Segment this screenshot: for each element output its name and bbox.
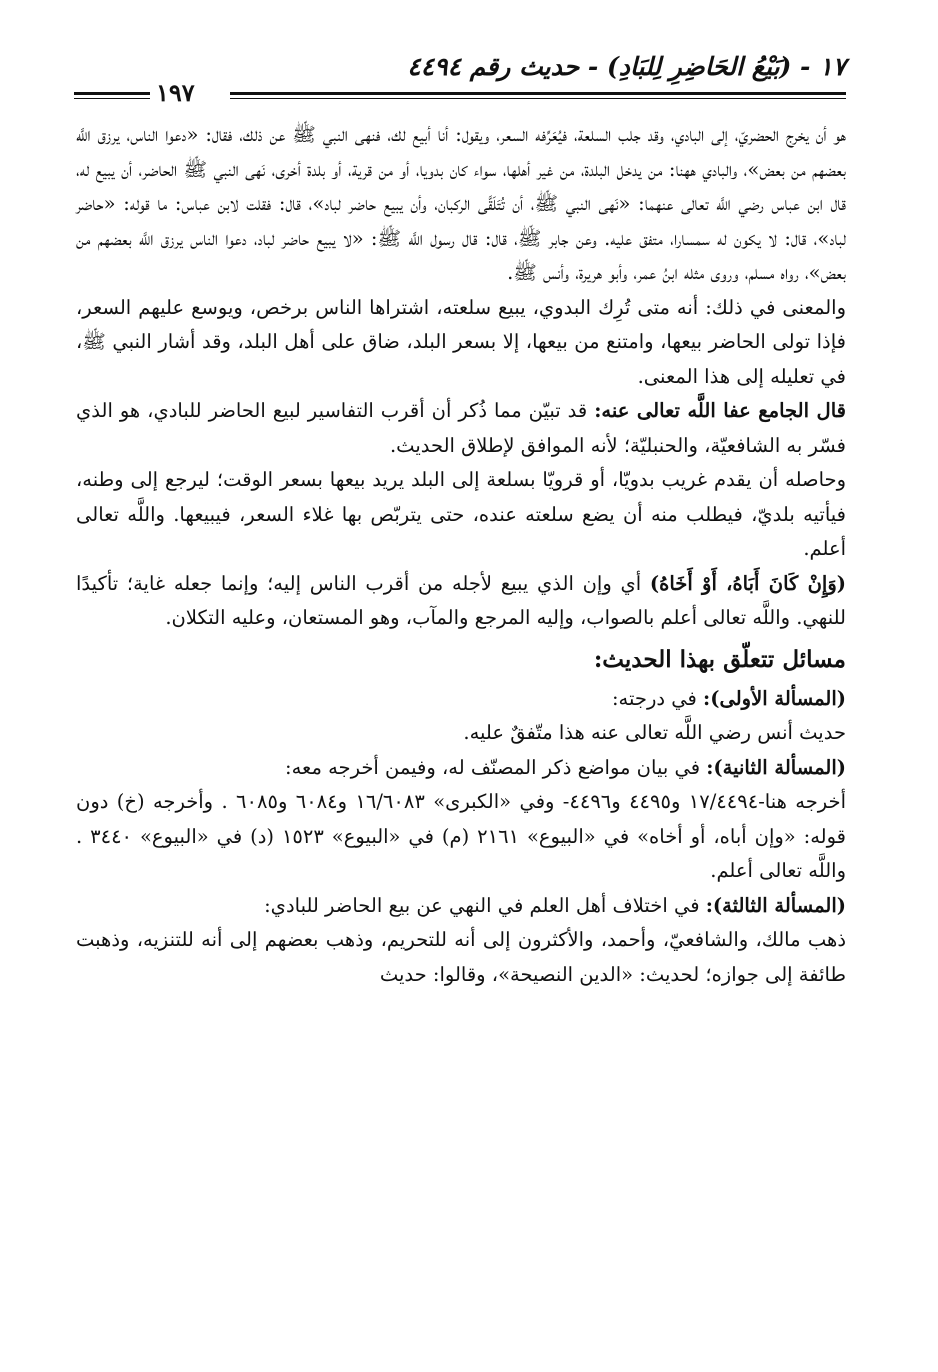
- page-body: [76, 118, 846, 992]
- issue-text: في اختلاف أهل العلم في النهي عن بيع الحاضر للبادي:: [264, 893, 706, 917]
- header-rule: [230, 92, 846, 95]
- issue-text: في درجته:: [611, 686, 704, 710]
- issue-lead: (المسألة الثالثة):: [705, 893, 846, 917]
- issue-text: في بيان مواضع ذكر المصنّف له، وفيمن أخرجه معه:: [285, 755, 707, 779]
- paragraph-text: والمعنى في ذلك: أنه متى تُرِك البدوي، يبيع سلعته، اشتراها الناس برخص، ويوسع عليهم السعر، فإذا تولى الحاضر بيعها، وامتنع من بيعها، إلا بسعر البلد، ضاق على أهل البلد، وقد أشار النبي ﷺ، في تعليله إلى هذا المعنى.: [76, 295, 846, 388]
- issue-3-body: [76, 923, 846, 992]
- paragraph-lead: قال الجامع عفا اللَّه تعالى عنه:: [594, 399, 846, 422]
- issue-2-heading: [76, 751, 846, 786]
- paragraph-text: وحاصله أن يقدم غريب بدويّا، أو قرويّا بسلعة إلى البلد يريد بيعها بسعر الوقت؛ ليرجع إلى وطنه، فيأتيه بلديّ، فيطلب منه أن يضع سلعته عنده، حتى يتربّص بها غلاء السعر، فيبيعها. واللَّه تعالى أعلم.: [76, 468, 846, 560]
- issue-1-body: [76, 716, 846, 751]
- paragraph-text: هو أن يخرج الحضريّ، إلى البادي، وقد جلب السلعة، فيُعَرِّفه السعر، ويقول: أنا أبيع لك، فنهى النبي ﷺ عن ذلك، فقال: «دعوا الناس، يرزق اللَّه بعضهم من بعض»، والبادي ههنا: من يدخل البلدة، من غير أهلها، سواء كان بدويا، أو من قرية، أو بلدة أخرى، نَهى النبي ﷺ الحاضر، أن يبيع له، قال ابن عباس رضي اللَّه تعالى عنهما: «نَهى النبي ﷺ، أن تُتَلَقَّى الركبان، وأن يبيع حاضر لباد»، قال: فقلت لابن عباس: ما قوله: «حاضر لباد»، قال: لا يكون له سمسارا، متفق عليه. وعن جابر ﷺ، قال: قال رسول اللَّه ﷺ: «لا يبيع حاضر لباد، دعوا الناس يرزق اللَّه بعضهم من بعض»، رواه مسلم، وروى مثله ابنُ عمر، وأبو هريرة، وأنس ﷺ.: [76, 123, 846, 284]
- paragraph-3: [76, 394, 846, 463]
- issue-lead: (المسألة الأولى):: [703, 686, 846, 710]
- issue-3-heading: [76, 889, 846, 924]
- header-rule-short: [74, 92, 150, 95]
- paragraph-text: قد تبيّن مما ذُكر أن أقرب التفاسير لبيع الحاضر للبادي، هو الذي فسّر به الشافعيّة، والحنبليّة؛ لأنه الموافق لإطلاق الحديث.: [76, 399, 846, 457]
- paragraph-4: [76, 463, 846, 567]
- paragraph-1: [76, 118, 846, 291]
- issue-lead: (المسألة الثانية):: [706, 755, 846, 779]
- issue-1-heading: [76, 682, 846, 717]
- paragraph-lead: (وَإِنْ كَانَ أَبَاهُ، أَوْ أَخَاهُ): [649, 571, 846, 595]
- paragraph-text: أي وإن الذي يبيع لأجله من أقرب الناس إليه؛ وإنما جعله غاية؛ تأكيدًا للنهي. واللَّه تعالى أعلم بالصواب، وإليه المرجع والمآب، وهو المستعان، وعليه التكلان.: [76, 571, 846, 629]
- paragraph-5: [76, 567, 846, 636]
- running-header: [74, 52, 846, 112]
- page-number: ١٩٧: [156, 78, 195, 107]
- issue-text: أخرجه هنا-١٧/٤٤٩٤ و٤٤٩٥ و٤٤٩٦- وفي «الكبرى» ١٦/٦٠٨٣ و٦٠٨٤ و٦٠٨٥ . وأخرجه (خ) دون قوله: «وإن أباه، أو أخاه» في «البيوع» ٢١٦١ (م) في «البيوع» ١٥٢٣ (د) في «البيوع» ٣٤٤٠ . واللَّه تعالى أعلم.: [76, 790, 846, 882]
- issue-text: حديث أنس رضي اللَّه تعالى عنه هذا متّفقٌ عليه.: [463, 721, 846, 744]
- header-title: ١٧ - (بَيْعُ الحَاضِرِ لِلبَادِ) - حديث رقم ٤٤٩٤: [407, 52, 846, 81]
- section-heading: مسائل تتعلّق بهذا الحديث:: [593, 645, 846, 673]
- issue-text: ذهب مالك، والشافعيّ، وأحمد، والأكثرون إلى أنه للتحريم، وذهب بعضهم إلى أنه للتنزيه، وذهبت طائفة إلى جوازه؛ لحديث: «الدين النصيحة»، وقالوا: حديث: [76, 928, 846, 986]
- paragraph-2: [76, 291, 846, 395]
- issue-2-body: [76, 785, 846, 889]
